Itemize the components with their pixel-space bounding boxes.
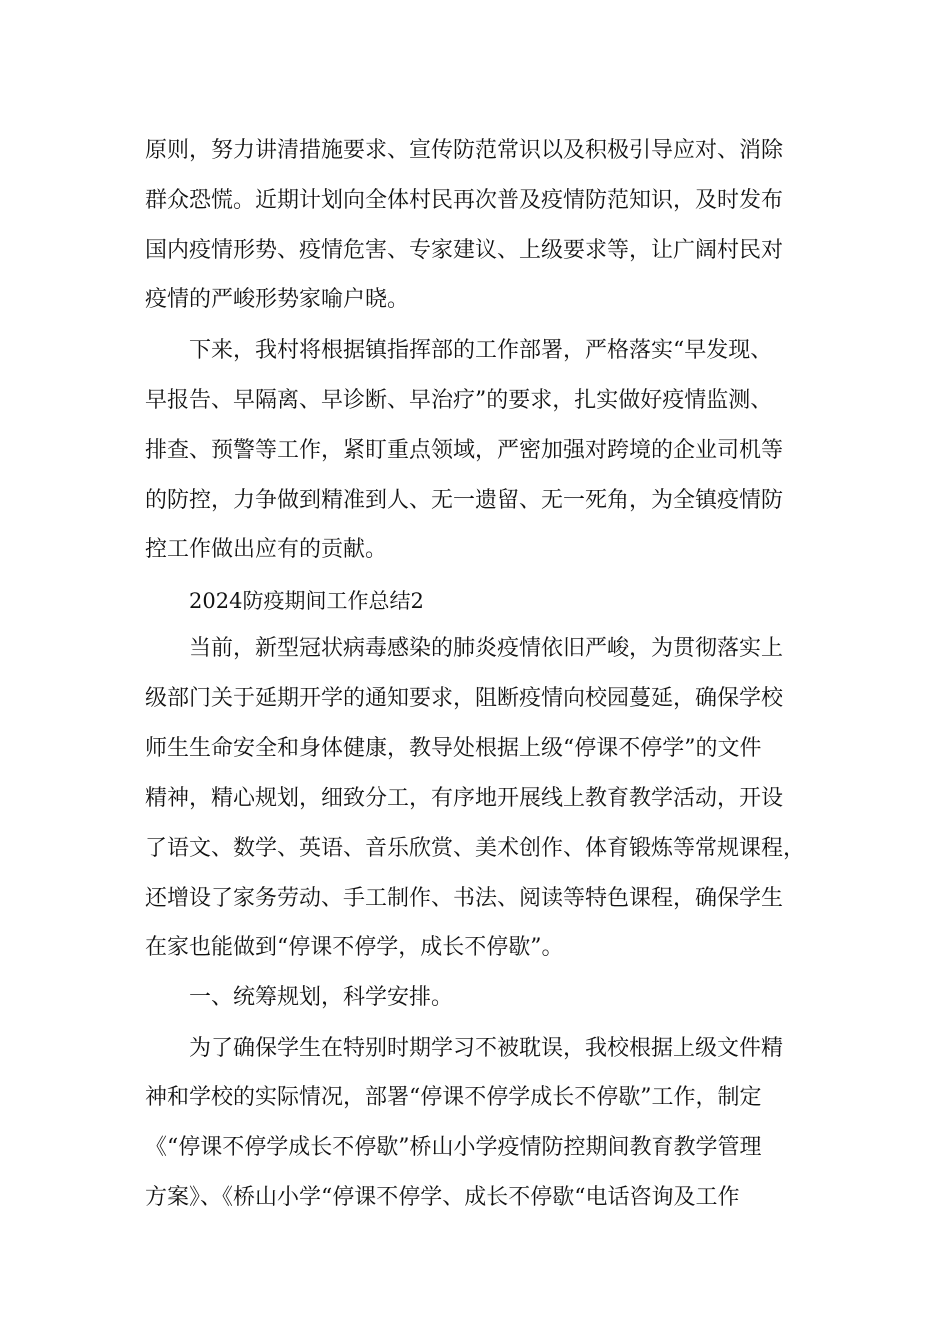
paragraph-first-line: 下来，我村将根据镇指挥部的工作部署，严格落实“早发现、 <box>189 338 773 363</box>
paragraph-line: 的防控，力争做到精准到人、无一遗留、无一死角，为全镇疫情防 <box>145 488 784 513</box>
section-heading: 一、统筹规划，科学安排。 <box>189 985 454 1010</box>
section-title: 2024防疫期间工作总结2 <box>189 589 424 613</box>
paragraph-line: 神和学校的实际情况，部署“停课不停学成长不停歇”工作，制定 <box>145 1085 762 1110</box>
paragraph-line: 排查、预警等工作，紧盯重点领域，严密加强对跨境的企业司机等 <box>145 438 784 463</box>
paragraph-first-line: 为了确保学生在特别时期学习不被耽误，我校根据上级文件精 <box>189 1036 784 1061</box>
paragraph-line: 师生生命安全和身体健康，教导处根据上级“停课不停学”的文件 <box>145 736 762 761</box>
paragraph-line: 疫情的严峻形势家喻户晓。 <box>145 287 410 312</box>
paragraph-line: 《“停课不停学成长不停歇”桥山小学疫情防控期间教育教学管理 <box>145 1135 762 1160</box>
paragraph-line: 国内疫情形势、疫情危害、专家建议、上级要求等，让广阔村民对 <box>145 238 784 263</box>
paragraph-line: 早报告、早隔离、早诊断、早治疗”的要求，扎实做好疫情监测、 <box>145 388 773 413</box>
paragraph-line: 还增设了家务劳动、手工制作、书法、阅读等特色课程，确保学生 <box>145 886 784 911</box>
paragraph-line: 群众恐慌。近期计划向全体村民再次普及疫情防范知识，及时发布 <box>145 188 784 213</box>
paragraph-line: 了语文、数学、英语、音乐欣赏、美术创作、体育锻炼等常规课程， <box>145 836 806 861</box>
paragraph-line: 精神，精心规划，细致分工，有序地开展线上教育教学活动，开设 <box>145 786 784 811</box>
paragraph-line: 原则，努力讲清措施要求、宣传防范常识以及积极引导应对、消除 <box>145 138 784 163</box>
paragraph-line: 控工作做出应有的贡献。 <box>145 537 388 562</box>
paragraph-first-line: 当前，新型冠状病毒感染的肺炎疫情依旧严峻，为贯彻落实上 <box>189 636 784 661</box>
paragraph-line: 在家也能做到“停课不停学，成长不停歇”。 <box>145 935 564 960</box>
paragraph-line: 方案》、《桥山小学“停课不停学、成长不停歇“电话咨询及工作 <box>145 1185 740 1210</box>
paragraph-line: 级部门关于延期开学的通知要求，阻断疫情向校园蔓延，确保学校 <box>145 686 784 711</box>
